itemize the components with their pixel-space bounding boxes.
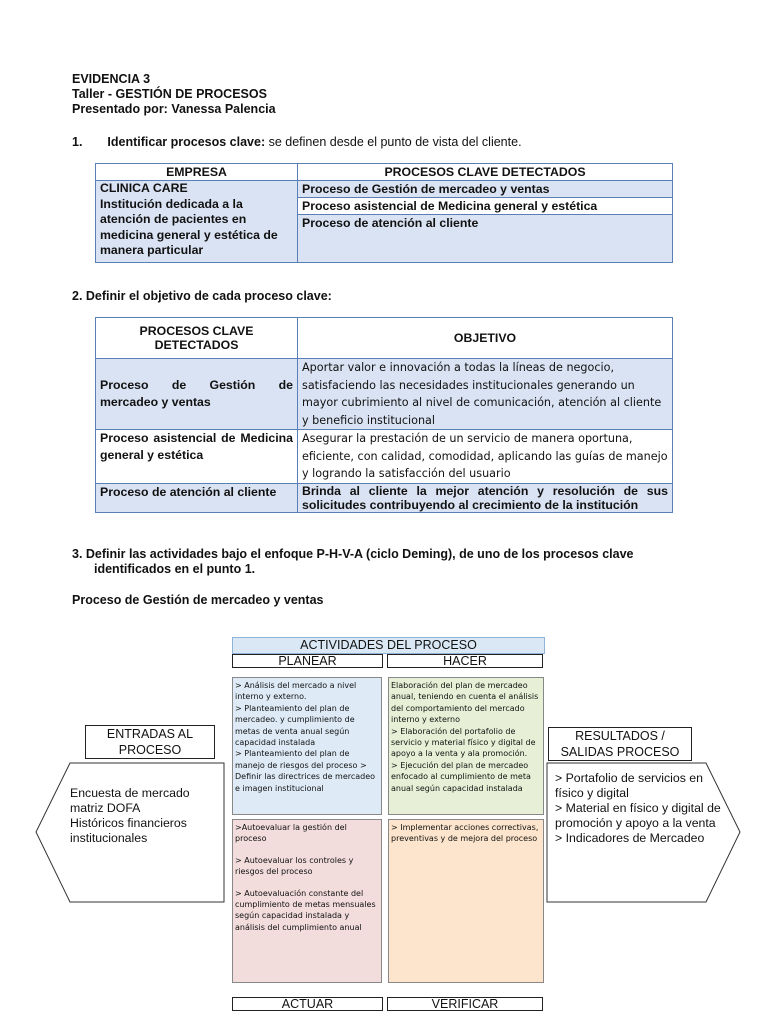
planear-item: > Planteamiento del plan de mercadeo. y cumplimiento de metas de venta anual según capacidad instalada — [235, 703, 355, 748]
selected-process: Proceso de Gestión de mercadeo y ventas — [72, 593, 324, 607]
company-desc-line: Institución dedicada a la — [100, 196, 243, 211]
col-procesos-clave: PROCESOS CLAVE DETECTADOS — [96, 318, 298, 359]
resultado-item: > Indicadores de Mercadeo — [555, 831, 705, 845]
col-empresa: EMPRESA — [96, 164, 298, 181]
resultados-label: RESULTADOS / SALIDAS PROCESO — [548, 727, 692, 761]
verificar-label: VERIFICAR — [387, 997, 543, 1011]
header-line-3: Presentado por: Vanessa Palencia — [72, 102, 276, 116]
entrada-item: Históricos financieros — [70, 816, 187, 830]
planear-label: PLANEAR — [232, 654, 383, 668]
entradas-text — [70, 786, 220, 846]
process-cell: Proceso de atención al cliente — [298, 215, 673, 263]
hacer-box — [388, 677, 544, 815]
header-line-1: EVIDENCIA 3 — [72, 72, 151, 86]
actuar-box — [232, 819, 382, 983]
section-3-heading — [72, 547, 692, 577]
process-cell: Proceso de atención al cliente — [96, 483, 298, 512]
resultado-item: promoción y apoyo a la venta — [555, 816, 716, 830]
hacer-item: Elaboración del plan de mercadeo anual, teniendo en cuenta el análisis del comportamiento del mercado interno y externo — [391, 681, 539, 725]
resultado-item: físico y digital — [555, 786, 629, 800]
actuar-label: ACTUAR — [232, 997, 383, 1011]
process-cell: Proceso de Gestión de mercadeo y ventas — [298, 181, 673, 198]
process-cell: Proceso asistencial de Medicina general y estética — [298, 198, 673, 215]
verificar-item: > Implementar acciones correctivas, preventivas y de mejora del proceso — [391, 823, 539, 844]
entrada-item: Encuesta de mercado — [70, 786, 190, 800]
section-2-heading: 2. Definir el objetivo de cada proceso clave: — [72, 289, 332, 303]
objective-cell: Asegurar la prestación de un servicio de manera oportuna, eficiente, con calidad, comodidad, aplicando las guías de manejo y logrando la satisfacción del usuario — [298, 430, 673, 484]
verificar-box — [388, 819, 544, 983]
col-procesos: PROCESOS CLAVE DETECTADOS — [298, 164, 673, 181]
planear-box — [232, 677, 382, 815]
table-row — [96, 483, 673, 512]
resultados-text — [555, 771, 745, 846]
col-objetivo: OBJETIVO — [298, 318, 673, 359]
process-cell: Proceso de Gestión de mercadeo y ventas — [96, 359, 298, 430]
key-processes-table — [95, 163, 673, 263]
company-desc-line: manera particular — [100, 243, 204, 257]
document-header — [72, 72, 276, 117]
section-1-number: 1. — [72, 135, 83, 149]
table-row — [96, 359, 673, 430]
actuar-item: > Autoevaluar los controles y riesgos del proceso — [235, 855, 354, 877]
section-1-rest: se definen desde el punto de vista del cliente. — [265, 135, 522, 149]
objective-cell: Brinda al cliente la mejor atención y resolución de sus solicitudes contribuyendo al crecimiento de la institución — [298, 483, 673, 512]
section-3-line-1: 3. Definir las actividades bajo el enfoque P-H-V-A (ciclo Deming), de uno de los procesos clave — [72, 547, 634, 561]
objectives-table — [95, 317, 673, 513]
process-cell: Proceso asistencial de Medicina general y estética — [96, 430, 298, 484]
table-row — [96, 181, 673, 198]
table-header-row — [96, 318, 673, 359]
resultado-item: > Portafolio de servicios en — [555, 771, 703, 785]
actuar-item: >Autoevaluar la gestión del proceso — [235, 823, 347, 844]
entrada-item: institucionales — [70, 831, 148, 845]
section-3-line-2: identificados en el punto 1. — [94, 562, 256, 576]
planear-item: > Análisis del mercado a nivel interno y externo. — [235, 681, 357, 702]
planear-item: > Planteamiento del plan de manejo de riesgos del proceso > Definir las directrices de mercadeo e imagen institucional — [235, 749, 376, 793]
table-header-row — [96, 164, 673, 181]
section-1-heading — [72, 135, 522, 149]
resultado-item: > Material en físico y digital de — [555, 801, 721, 815]
table-row — [96, 430, 673, 484]
entrada-item: matriz DOFA — [70, 801, 141, 815]
actuar-item: > Autoevaluación constante del cumplimiento de metas mensuales según capacidad instalada y análisis del cumplimiento anual — [235, 888, 376, 932]
hacer-label: HACER — [387, 654, 543, 668]
company-desc-line: atención de pacientes en — [100, 212, 247, 226]
company-name: CLINICA CARE — [100, 181, 188, 195]
hacer-item: > Ejecución del plan de mercadeo enfocado al cumplimiento de meta anual según capacidad instalada — [391, 760, 531, 793]
section-1-title: Identificar procesos clave: — [107, 135, 266, 149]
company-desc-line: medicina general y estética de — [100, 227, 278, 242]
diagram-title: ACTIVIDADES DEL PROCESO — [232, 637, 545, 654]
header-line-2: Taller - GESTIÓN DE PROCESOS — [72, 87, 267, 101]
company-cell — [96, 181, 298, 263]
objective-cell: Aportar valor e innovación a todas la líneas de negocio, satisfaciendo las necesidades institucionales generando un mayor cubrimiento al nivel de comunicación, atención al cliente y beneficio institucional — [298, 359, 673, 430]
hacer-item: > Elaboración del portafolio de servicio y material físico y digital de apoyo a la venta y ala promoción. — [391, 726, 536, 759]
entradas-label: ENTRADAS AL PROCESO — [85, 725, 215, 759]
